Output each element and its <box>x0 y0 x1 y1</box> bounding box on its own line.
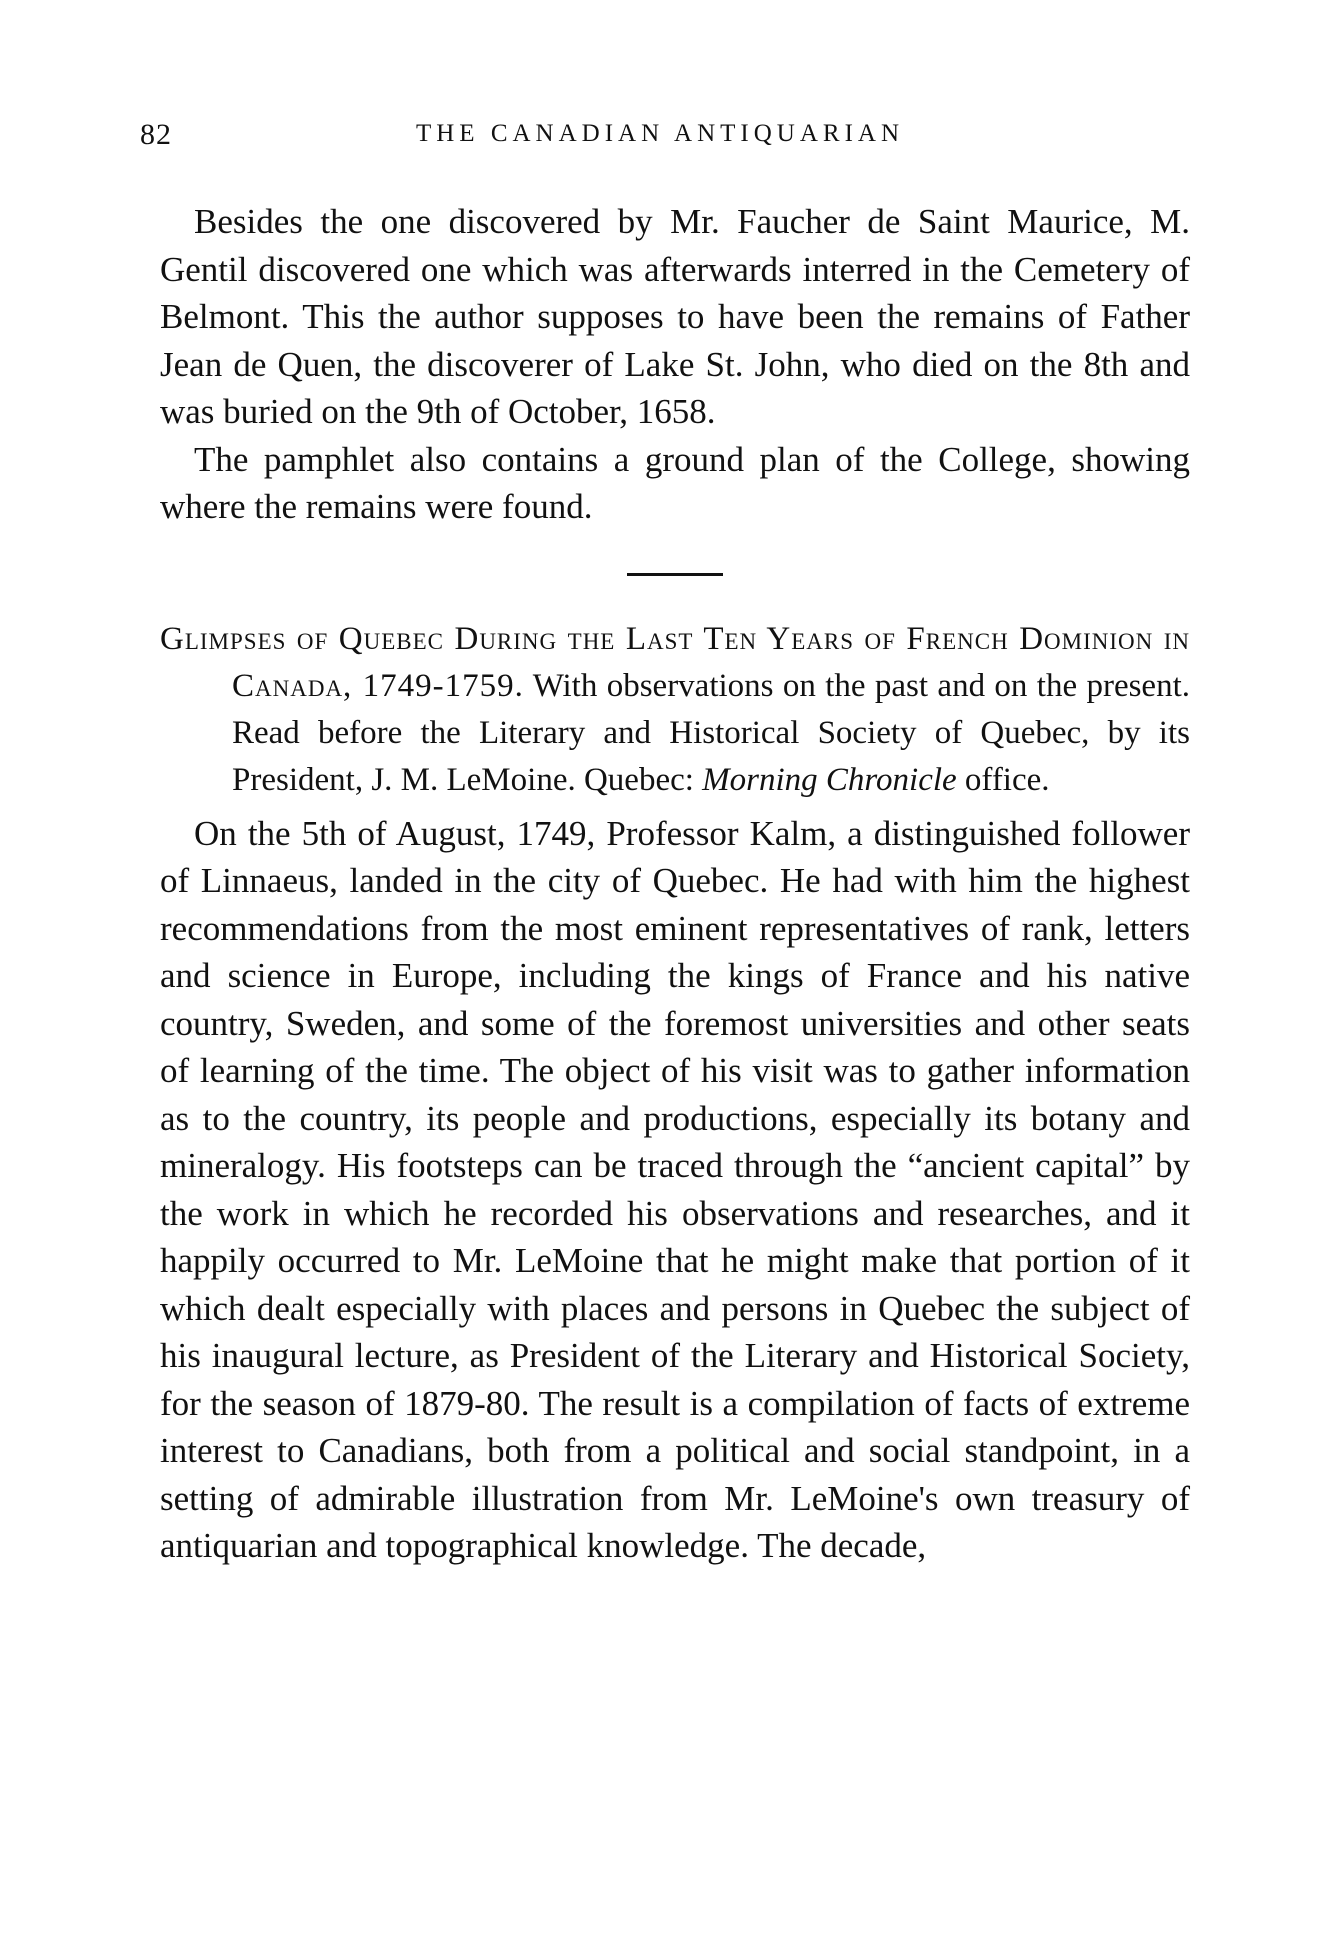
page-number: 82 <box>140 118 172 151</box>
page-header <box>140 118 1180 158</box>
review-description-end: office. <box>964 761 1050 798</box>
review-publisher: Morning Chronicle <box>702 761 957 798</box>
review-title: Glimpses of Quebec During the Last Ten Years of French Dominion in Canada, 1749-1759. <box>160 620 1190 704</box>
paragraph-remains-discovered: Besides the one discovered by Mr. Faucher de Saint Maurice, M. Gentil discovered one which was afterwards interred in the Cemetery of Belmont. This the author supposes to have been the remains of Father Jean de Quen, the discoverer of Lake St. John, who died on the 8th and was buried on the 9th of October, 1658. <box>160 202 1190 431</box>
running-head: THE CANADIAN ANTIQUARIAN <box>415 120 905 147</box>
paragraph-kalm: On the 5th of August, 1749, Professor Kalm, a distinguished follower of Linnaeus, landed in the city of Quebec. He had with him the highest recommendations from the most eminent representatives of rank, letters and science in Europe, including the kings of France and his native country, Sweden, and some of the foremost universities and other seats of learning of the time. The object of his visit was to gather information as to the country, its people and productions, especially its botany and mineralogy. His footsteps can be traced through the “ancient capital” by the work in which he recorded his observations and researches, and it happily occurred to Mr. LeMoine that he might make that portion of it which dealt especially with places and persons in Quebec the subject of his inaugural lecture, as President of the Literary and Historical Society, for the season of 1879-80. The result is a compilation of facts of extreme interest to Canadians, both from a political and social standpoint, in a setting of admirable illustration from Mr. LeMoine's own treasury of antiquarian and topographical knowledge. The decade, <box>160 813 1190 1565</box>
section-divider <box>627 573 723 576</box>
review-heading <box>160 616 1190 804</box>
paragraph-pamphlet: The pamphlet also contains a ground plan of the College, showing where the remains were found. <box>160 439 1190 526</box>
body-text <box>160 198 1190 1570</box>
review-description: With observations on the past and on the present. Read before the Literary and Historical Society of Quebec, by its President, J. M. LeMoine. Quebec: <box>232 667 1190 798</box>
